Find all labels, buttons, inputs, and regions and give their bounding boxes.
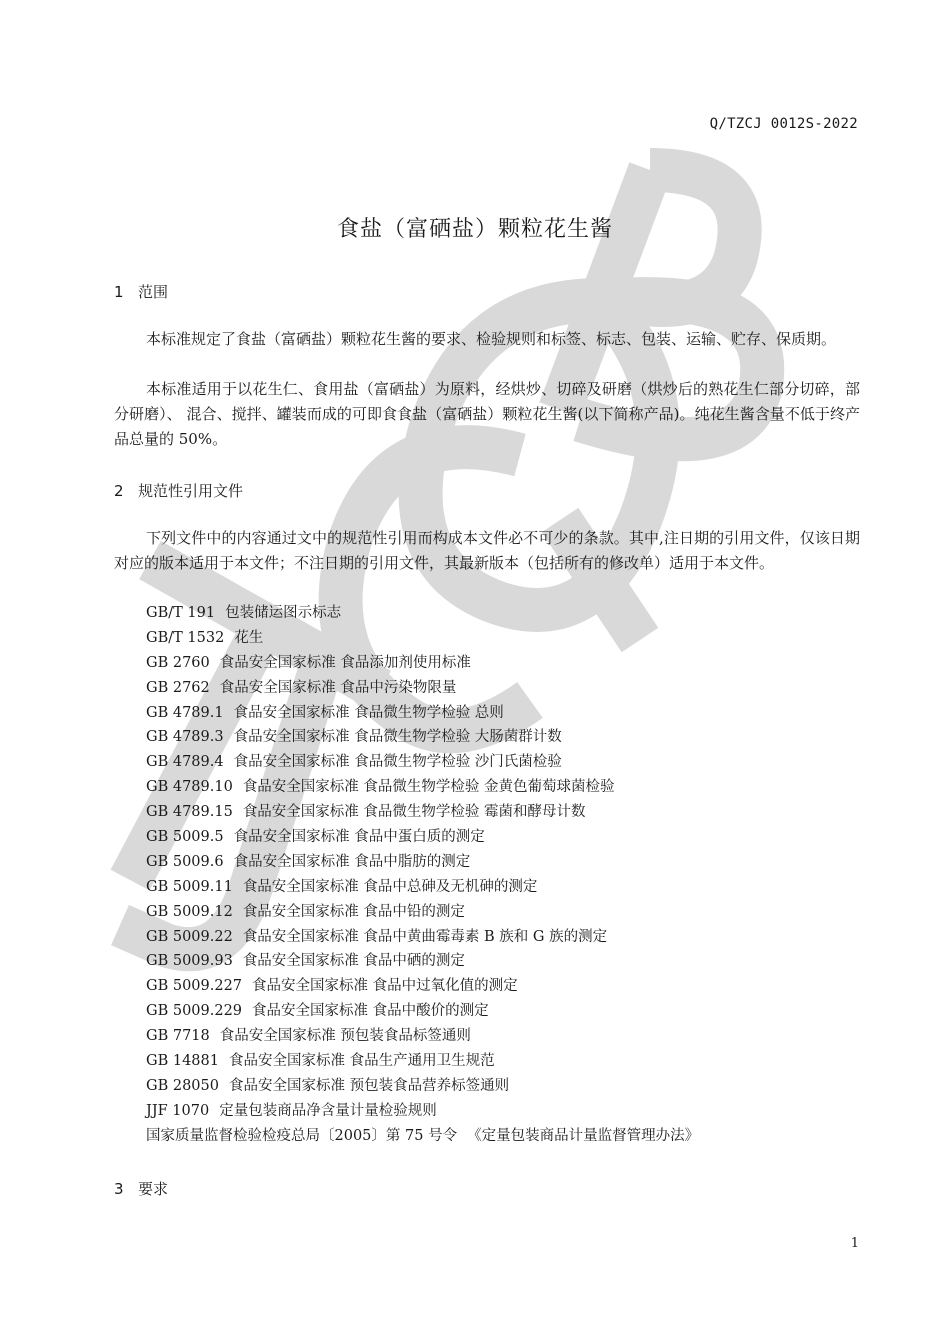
reference-item (146, 1049, 699, 1074)
reference-item (146, 949, 699, 974)
section-number: 2 (114, 482, 124, 500)
reference-code: GB 5009.11 (146, 878, 233, 895)
reference-code: GB 5009.229 (146, 1003, 243, 1020)
reference-code: GB 2762 (146, 679, 210, 696)
standard-code: Q/TZCJ 0012S-2022 (709, 116, 858, 132)
reference-item (146, 725, 699, 750)
page-number: 1 (850, 1236, 859, 1251)
paragraph-scope-2: 本标准适用于以花生仁、食用盐（富硒盐）为原料，经烘炒、切碎及研磨（烘炒后的熟花生仁部分切碎，部分研磨）、 混合、搅拌、罐装而成的可即食食盐（富硒盐）颗粒花生酱(以下简称产品)。纯花生酱含量不低于终产品总量的 50%。 (114, 380, 860, 448)
reference-title: 食品安全国家标准 食品微生物学检验 金黄色葡萄球菌检验 (242, 779, 615, 796)
reference-item (146, 1099, 699, 1124)
reference-item (146, 750, 699, 775)
reference-code: GB/T 191 (146, 605, 216, 621)
reference-code: GB 14881 (146, 1053, 219, 1070)
reference-item (146, 701, 699, 726)
section-number: 3 (114, 1180, 124, 1198)
section-title: 规范性引用文件 (138, 482, 244, 500)
reference-code: GB 28050 (146, 1077, 219, 1094)
reference-title: 食品安全国家标准 预包装食品标签通则 (219, 1028, 471, 1045)
reference-item (146, 775, 699, 800)
reference-title: 食品安全国家标准 食品中脂肪的测定 (233, 853, 471, 870)
reference-title: 《定量包装商品计量监督管理办法》 (467, 1127, 700, 1144)
reference-item (146, 850, 699, 875)
reference-code: GB 2760 (146, 654, 210, 671)
reference-title: 食品安全国家标准 食品中蛋白质的测定 (233, 829, 485, 846)
reference-title: 食品安全国家标准 食品中黄曲霉毒素 B 族和 G 族的测定 (242, 928, 608, 945)
reference-title: 食品安全国家标准 食品中污染物限量 (219, 679, 457, 696)
section-title: 范围 (138, 283, 169, 301)
document-title: 食盐（富硒盐）颗粒花生酱 (336, 217, 613, 242)
reference-item (146, 676, 699, 701)
reference-item (146, 900, 699, 925)
reference-list (146, 601, 699, 1149)
reference-code: GB 5009.227 (146, 978, 243, 995)
paragraph-references-intro: 下列文件中的内容通过文中的规范性引用而构成本文件必不可少的条款。其中,注日期的引用文件，仅该日期对应的版本适用于本文件；不注日期的引用文件，其最新版本（包括所有的修改单）适用于本文件。 (114, 529, 860, 572)
reference-item (146, 875, 699, 900)
reference-title: 食品安全国家标准 食品中过氧化值的测定 (252, 978, 518, 995)
reference-title: 食品安全国家标准 食品微生物学检验 霉菌和酵母计数 (242, 804, 586, 821)
reference-item (146, 1024, 699, 1049)
section-heading-scope (114, 281, 168, 302)
reference-title: 食品安全国家标准 食品微生物学检验 总则 (233, 704, 504, 721)
reference-item (146, 999, 699, 1024)
reference-title: 食品安全国家标准 食品中酸价的测定 (252, 1003, 489, 1020)
paragraph-scope-1: 本标准规定了食盐（富硒盐）颗粒花生酱的要求、检验规则和标签、标志、包装、运输、贮存、保质期。 (146, 330, 837, 348)
reference-code: GB 4789.4 (146, 754, 224, 771)
reference-item (146, 601, 699, 626)
reference-item (146, 800, 699, 825)
reference-item (146, 925, 699, 950)
reference-code: GB 5009.6 (146, 853, 224, 870)
reference-title: 花生 (234, 629, 264, 646)
reference-code: GB 5009.93 (146, 953, 233, 970)
reference-code: GB 7718 (146, 1028, 210, 1045)
reference-title: 食品安全国家标准 食品微生物学检验 沙门氏菌检验 (233, 754, 562, 771)
reference-item (146, 1124, 699, 1149)
reference-code: 国家质量监督检验检疫总局〔2005〕第 75 号令 (146, 1127, 458, 1144)
section-title: 要求 (138, 1180, 169, 1198)
reference-title: 食品安全国家标准 食品生产通用卫生规范 (228, 1053, 495, 1070)
reference-item (146, 626, 699, 651)
reference-code: GB 4789.1 (146, 704, 224, 721)
reference-code: GB/T 1532 (146, 629, 225, 646)
section-heading-references (114, 480, 243, 501)
reference-code: GB 5009.5 (146, 829, 224, 846)
reference-code: GB 4789.15 (146, 804, 233, 821)
reference-code: GB 5009.22 (146, 928, 233, 945)
reference-title: 食品安全国家标准 食品中硒的测定 (242, 953, 465, 970)
reference-title: 包装储运图示标志 (225, 605, 342, 621)
reference-title: 食品安全国家标准 预包装食品营养标签通则 (228, 1077, 510, 1094)
reference-code: GB 4789.3 (146, 729, 224, 746)
reference-item (146, 651, 699, 676)
reference-title: 定量包装商品净含量计量检验规则 (219, 1102, 437, 1119)
reference-item (146, 825, 699, 850)
reference-item (146, 974, 699, 999)
reference-code: GB 5009.12 (146, 903, 233, 920)
section-heading-requirements (114, 1178, 168, 1199)
reference-code: GB 4789.10 (146, 779, 233, 796)
section-number: 1 (114, 283, 124, 301)
reference-item (146, 1074, 699, 1099)
reference-title: 食品安全国家标准 食品微生物学检验 大肠菌群计数 (233, 729, 562, 746)
reference-title: 食品安全国家标准 食品中总砷及无机砷的测定 (242, 878, 538, 895)
reference-code: JJF 1070 (146, 1102, 210, 1119)
reference-title: 食品安全国家标准 食品添加剂使用标准 (219, 654, 471, 671)
reference-title: 食品安全国家标准 食品中铅的测定 (242, 903, 465, 920)
